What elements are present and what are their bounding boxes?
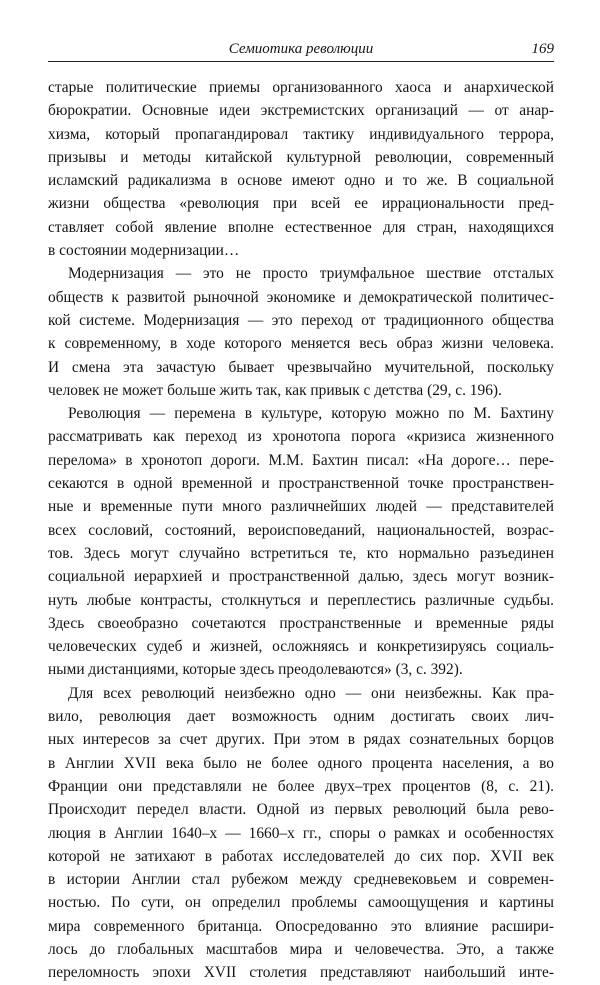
text-line: Модернизация — это не просто триумфальное шествие отсталых (68, 265, 554, 283)
text-line: кой системе. Модернизация — это переход от традиционного общества (48, 311, 554, 329)
text-line: бюрократии. Основные идеи экстремистских организаций — от анар- (48, 102, 554, 120)
page-number: 169 (531, 41, 554, 57)
text-line: старые политические приемы организованного хаоса и анархической (48, 79, 554, 96)
paragraph-1 (48, 76, 554, 262)
text-line: ными дистанциями, которые здесь преодолеваются» (3, с. 392). (48, 661, 463, 679)
text-line: в истории Англии стал рубежом между средневековьем и современ- (48, 871, 554, 889)
header-rule (48, 61, 554, 62)
running-title: Семиотика революции (228, 41, 374, 57)
text-line: к современному, в ходе которого меняется весь образ жизни человека. (48, 335, 554, 353)
text-line: которой не затихают в работах исследователей до сих пор. XVII век (48, 847, 554, 865)
text-line: рассматривать как переход из хронотопа порога «кризиса жизненного (48, 428, 554, 446)
text-line: Для всех революций неизбежно одно — они неизбежны. Как пра- (68, 684, 554, 702)
text-line: ставляет собой явление вполне естественное для стран, находящихся (48, 218, 554, 236)
body-text (48, 76, 554, 985)
running-header (48, 36, 554, 64)
paragraph-3 (48, 402, 554, 682)
text-line: лось до глобальных масштабов мира и человечества. Это, а также (48, 940, 554, 958)
text-line: Происходит передел власти. Одной из первых революций была рево- (48, 801, 554, 819)
text-line: нуть любые контрасты, столкнуться и переплестись различные судьбы. (48, 591, 554, 609)
text-line: секаются в одной временной и пространственной точке пространствен- (48, 475, 554, 493)
text-line: человеческих судеб и жизней, осложняясь и конкретизируясь социаль- (48, 638, 554, 656)
text-line: вило, революция дает возможность одним достигать своих лич- (48, 708, 554, 726)
text-line: человек не может больше жить так, как привык с детства (29, с. 196). (48, 381, 502, 399)
text-line: Здесь своеобразно сочетаются пространственные и временные ряды (48, 614, 554, 632)
text-line: переломность эпохи XVII столетия представляют наибольший инте- (48, 964, 554, 982)
paragraph-2 (48, 262, 554, 402)
text-line: ных интересов за счет других. При этом в рядах сознательных борцов (48, 731, 554, 749)
text-line: мира современного британца. Опосредованно это влияние расшири- (48, 917, 554, 935)
text-line: Революция — перемена в культуре, которую можно по М. Бахтину (68, 405, 554, 423)
text-line: в Англии XVII века было не более одного процента населения, а во (48, 754, 554, 772)
text-line: люция в Англии 1640–х — 1660–х гг., споры о рамках и особенностях (48, 824, 554, 842)
text-line: призывы и методы китайской культурной революции, современный (48, 148, 554, 166)
text-line: жизни общества «революция при всей ее иррациональности пред- (48, 195, 554, 213)
paragraph-4 (48, 682, 554, 985)
text-line: в состоянии модернизации… (48, 242, 240, 260)
text-line: исламский радикализма в основе имеют одно и то же. В социальной (48, 172, 554, 190)
text-line: ностью. По сути, он определил проблемы самоощущения и картины (48, 894, 554, 912)
text-line: всех сословий, состояний, вероисповеданий, национальностей, возрас- (48, 521, 554, 539)
text-line: И смена эта зачастую бывает чрезвычайно мучительной, поскольку (48, 358, 554, 376)
text-line: ные и временные пути много различнейших людей — представителей (48, 498, 554, 516)
text-line: социальной иерархией и пространственной далью, здесь могут возник- (48, 568, 554, 586)
text-line: перелома» в хронотоп дороги. М.М. Бахтин писал: «На дороге… пере- (48, 451, 554, 469)
text-line: Франции они представляли не более двух–трех процентов (8, с. 21). (48, 777, 554, 795)
text-line: обществ к развитой рыночной экономике и демократической политичес- (48, 288, 554, 306)
text-line: тов. Здесь могут случайно встретиться те, кто нормально разъединен (48, 544, 554, 562)
text-line: хизма, который пропагандировал тактику индивидуального террора, (48, 125, 554, 143)
